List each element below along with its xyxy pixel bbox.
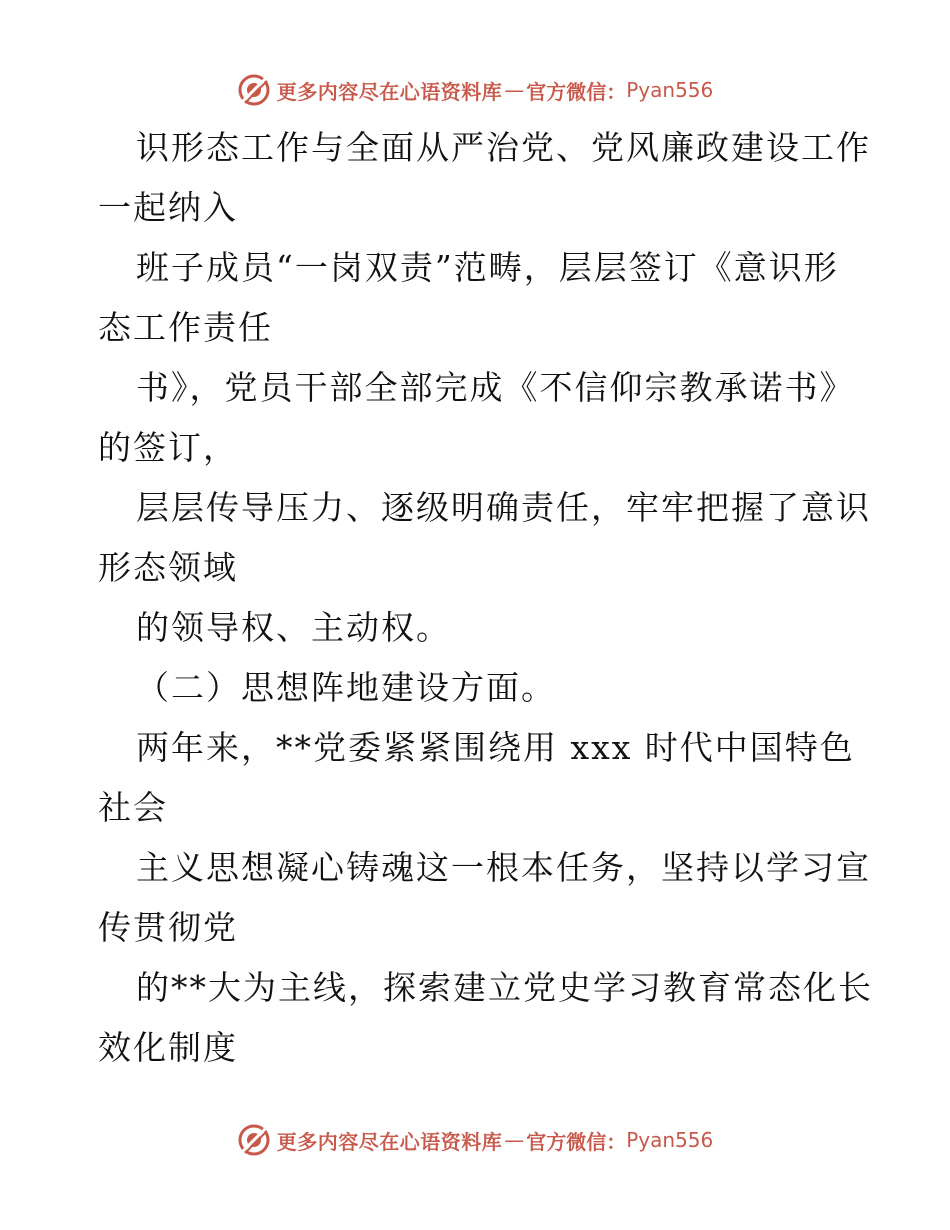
logo-icon	[237, 73, 271, 107]
text-line: 传贯彻党	[98, 908, 238, 947]
text-line: 一起纳入	[98, 188, 238, 227]
text-line: 两年来，**党委紧紧围绕用 xxx 时代中国特色	[136, 728, 855, 767]
footer-wechat-id: Pyan556	[626, 1128, 714, 1152]
header-wechat-id: Pyan556	[626, 78, 714, 102]
text-line: 态工作责任	[98, 308, 273, 347]
text-line: 形态领域	[98, 548, 238, 587]
body-text	[98, 118, 873, 1078]
text-line: 层层传导压力、逐级明确责任，牢牢把握了意识	[136, 488, 871, 527]
text-line: 主义思想凝心铸魂这一根本任务，坚持以学习宣	[136, 848, 871, 887]
footer-dash: —	[504, 1128, 525, 1152]
text-line: 书》，党员干部全部完成《不信仰宗教承诺书》	[136, 368, 855, 407]
section-heading: （二）思想阵地建设方面。	[136, 668, 556, 707]
text-line: 班子成员“一岗双责”范畴，层层签订《意识形	[136, 248, 839, 287]
header-dash: —	[504, 78, 525, 102]
header-official-label: 官方微信：	[526, 79, 627, 104]
footer-brand-text: 更多内容尽在心语资料库	[276, 1129, 503, 1154]
footer-banner	[0, 1120, 950, 1160]
text-line: 社会	[98, 788, 168, 827]
header-banner	[0, 70, 950, 110]
text-line: 的领导权、主动权。	[136, 608, 451, 647]
text-line: 的**大为主线，探索建立党史学习教育常态化长	[136, 968, 873, 1007]
header-brand-text: 更多内容尽在心语资料库	[276, 79, 503, 104]
footer-official-label: 官方微信：	[526, 1129, 627, 1154]
text-line: 的签订，	[98, 428, 238, 467]
text-line: 效化制度	[98, 1028, 238, 1067]
logo-icon	[237, 1123, 271, 1157]
text-line: 识形态工作与全面从严治党、党风廉政建设工作	[136, 128, 871, 167]
